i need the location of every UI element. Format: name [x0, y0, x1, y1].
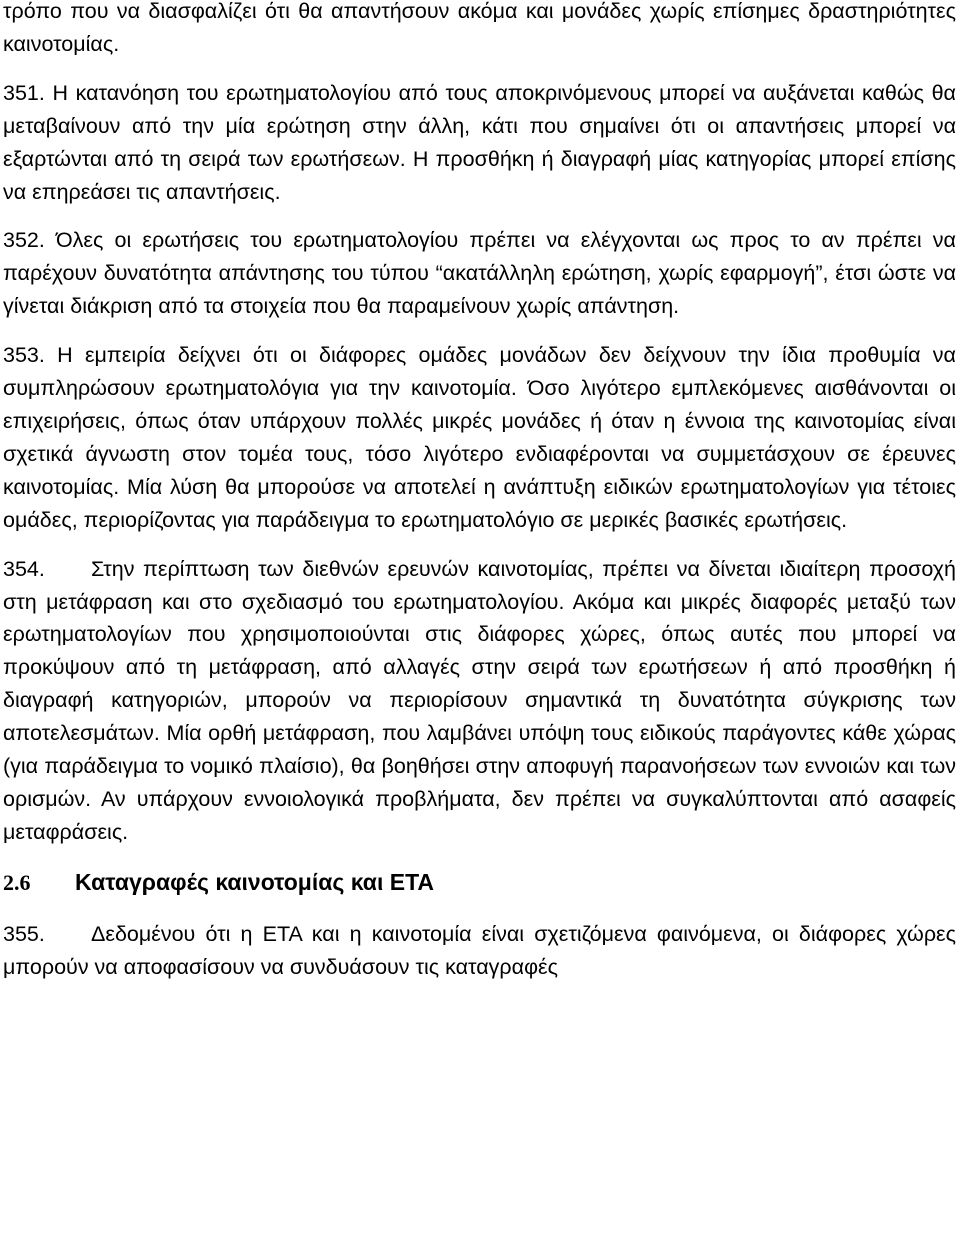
paragraph-351	[3, 77, 956, 209]
paragraph-354	[3, 553, 956, 849]
section-title: Καταγραφές καινοτομίας και ΕΤΑ	[75, 868, 435, 895]
section-heading	[3, 865, 956, 900]
paragraph-number: 352.	[3, 228, 45, 253]
paragraph-number: 353.	[3, 343, 45, 368]
paragraph-number: 351.	[3, 80, 45, 105]
paragraph-text: Η εμπειρία δείχνει ότι οι διάφορες ομάδες μονάδων δεν δείχνουν την ίδια προθυμία να συμπληρώσουν ερωτηματολόγια για την καινοτομία. Όσο λιγότερο εμπλεκόμενες αισθάνονται οι επιχειρήσεις, όπως όταν υπάρχουν πολλές μικρές μονάδες ή όταν η έννοια της καινοτομίας είναι σχετικά άγνωστη στον τομέα τους, τόσο λιγότερο ενδιαφέρονται να συμμετάσχουν σε έρευνες καινοτομίας. Μία λύση θα μπορούσε να αποτελεί η ανάπτυξη ειδικών ερωτηματολογίων για τέτοιες ομάδες, περιορίζοντας για παράδειγμα το ερωτηματολόγιο σε μερικές βασικές ερωτήσεις.	[3, 343, 956, 532]
paragraph-353	[3, 339, 956, 536]
paragraph-text: Δεδομένου ότι η ΕΤΑ και η καινοτομία είναι σχετιζόμενα φαινόμενα, οι διάφορες χώρες μπορούν να αποφασίσουν να συνδυάσουν τις καταγραφές	[3, 921, 956, 979]
paragraph-text: Όλες οι ερωτήσεις του ερωτηματολογίου πρέπει να ελέγχονται ως προς το αν πρέπει να παρέχουν δυνατότητα απάντησης του τύπου “ακατάλληλη ερώτηση, χωρίς εφαρμογή”, έτσι ώστε να γίνεται διάκριση από τα στοιχεία που θα παραμείνουν χωρίς απάντηση.	[3, 228, 956, 319]
paragraph-number: 354.	[3, 556, 45, 581]
paragraph-text: τρόπο που να διασφαλίζει ότι θα απαντήσουν ακόμα και μονάδες χωρίς επίσημες δραστηριότητες καινοτομίας.	[3, 0, 956, 56]
paragraph-355	[3, 918, 956, 984]
paragraph-352	[3, 224, 956, 323]
paragraph-text: Η κατανόηση του ερωτηματολογίου από τους αποκρινόμενους μπορεί να αυξάνεται καθώς θα μεταβαίνουν από την μία ερώτηση στην άλλη, κάτι που σημαίνει ότι οι απαντήσεις μπορεί να εξαρτώνται από τη σειρά των ερωτήσεων. Η προσθήκη ή διαγραφή μίας κατηγορίας μπορεί επίσης να επηρεάσει τις απαντήσεις.	[3, 80, 956, 204]
paragraph-intro	[3, 0, 956, 61]
paragraph-number: 355.	[3, 921, 45, 946]
section-number: 2.6	[3, 869, 31, 895]
paragraph-text: Στην περίπτωση των διεθνών ερευνών καινοτομίας, πρέπει να δίνεται ιδιαίτερη προσοχή στη μετάφραση και στο σχεδιασμό του ερωτηματολογίου. Ακόμα και μικρές διαφορές μεταξύ των ερωτηματολογίων που χρησιμοποιούνται στις διάφορες χώρες, όπως αυτές που μπορεί να προκύψουν από τη μετάφραση, από αλλαγές στην σειρά των ερωτήσεων ή από προσθήκη ή διαγραφή κατηγοριών, μπορούν να περιορίσουν σημαντικά τη δυνατότητα σύγκρισης των αποτελεσμάτων. Μία ορθή μετάφραση, που λαμβάνει υπόψη τους ειδικούς παράγοντες κάθε χώρας (για παράδειγμα το νομικό πλαίσιο), θα βοηθήσει στην αποφυγή παρανοήσεων των εννοιών και των ορισμών. Αν υπάρχουν εννοιολογικά προβλήματα, δεν πρέπει να συγκαλύπτονται από ασαφείς μεταφράσεις.	[3, 556, 956, 844]
document-page	[3, 0, 956, 1000]
